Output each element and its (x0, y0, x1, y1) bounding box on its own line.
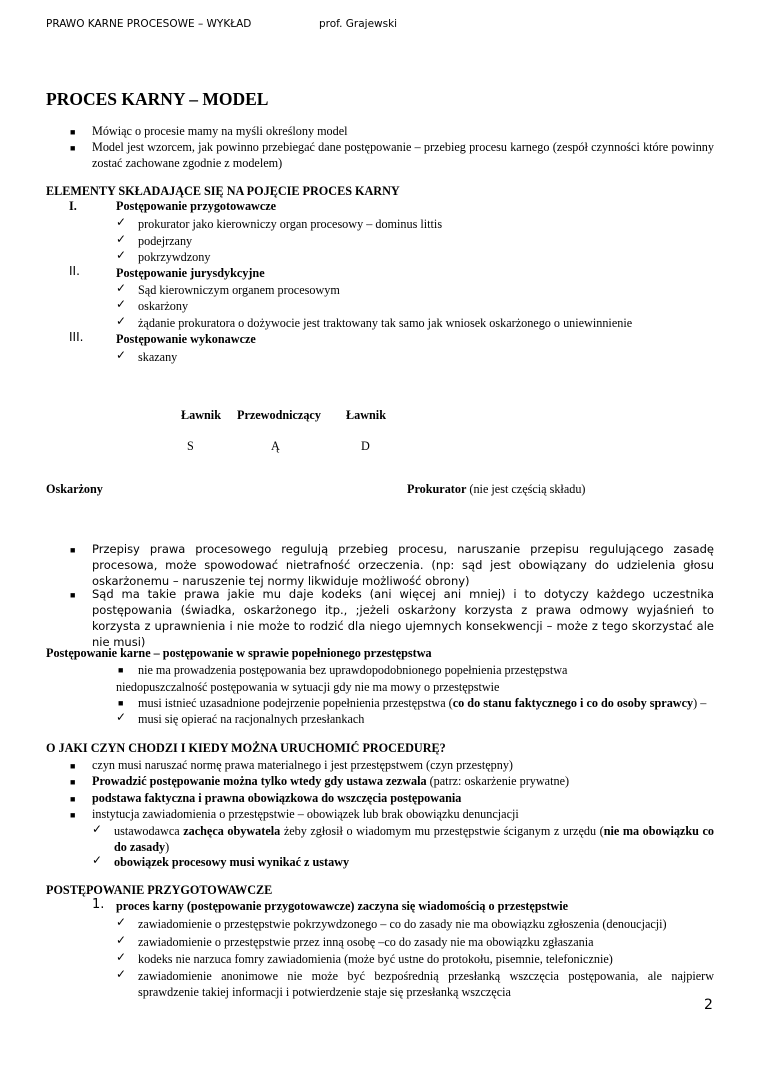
list-item: żądanie prokuratora o dożywocie jest traktowany tak samo jak wniosek oskarżonego o uniewinnienie (138, 316, 633, 330)
checkmark-icon: ✓ (116, 215, 127, 229)
list-item: skazany (138, 350, 178, 364)
page-title: PROCES KARNY – MODEL (46, 89, 269, 109)
court-prokurator (407, 481, 585, 497)
list-item: podstawa faktyczna i prawna obowiązkowa do wszczęcia postępowania (92, 791, 462, 805)
checkmark-icon: ✓ (116, 950, 127, 964)
text-segment-bold: nie ma obowiązku co do zasady (114, 824, 714, 854)
list-item (116, 662, 567, 678)
court-lawnik-right: Ławnik (346, 408, 386, 422)
checkmark-icon: ✓ (116, 348, 127, 362)
checkmark-icon: ✓ (92, 853, 103, 867)
checkmark-icon: ✓ (92, 822, 103, 836)
list-item: Sąd kierowniczym organem procesowym (138, 283, 340, 297)
subsection-title: Postępowanie przygotowawcze (116, 199, 277, 213)
text-segment: musi istnieć uzasadnione podejrzenie popełnienia przestępstwa ( (138, 696, 453, 710)
square-bullet-icon: ■ (70, 794, 76, 804)
checkmark-icon: ✓ (116, 297, 127, 311)
list-item: czyn musi naruszać normę prawa materialnego i jest przestępstwem (czyn przestępny) (92, 758, 513, 772)
prokurator-note: (nie jest częścią składu) (469, 482, 586, 496)
square-bullet-icon: ■ (118, 698, 124, 708)
court-letter-d: D (361, 439, 370, 453)
list-item: zawiadomienie o przestępstwie przez inną osobę –co do zasady nie ma obowiązku zgłaszania (138, 935, 594, 949)
checkmark-icon: ✓ (116, 314, 127, 328)
intro-item: Model jest wzorcem, jak powinno przebiegać dane postępowanie – przebieg procesu karnego (zespół czynności które powinny zostać zachowane zgodnie z modelem) (92, 140, 714, 170)
checkmark-icon: ✓ (116, 710, 127, 724)
list-item: instytucja zawiadomienia o przestępstwie – obowiązek lub brak obowiązku denuncjacji (92, 807, 519, 821)
square-bullet-icon: ■ (70, 777, 76, 787)
text-segment: ) (165, 840, 170, 854)
list-item-line: niedopuszczalność postępowania w sytuacji gdy nie ma mowy o przestępstwie (116, 680, 500, 694)
roman-numeral: I. (69, 199, 77, 213)
list-number: 1. (92, 897, 105, 912)
text-segment: (patrz: oskarżenie prywatne) (426, 774, 570, 788)
intro-item: Mówiąc o procesie mamy na myśli określony model (92, 124, 348, 138)
list-item: pokrzywdzony (138, 250, 211, 264)
text-segment: żeby zgłosił o wiadomym mu przestępstwie ściganym z urzędu ( (280, 824, 604, 838)
list-item: zawiadomienie anonimowe nie może być bezpośrednią przesłanką wszczęcia postępowania, ale najpierw sprawdzenie takiej informacji i potwierdzenie staje się przesłanką wszczęcia (138, 969, 714, 999)
list-item: prokurator jako kierowniczy organ procesowy – dominus littis (138, 217, 443, 231)
list-item: podejrzany (138, 234, 193, 248)
list-item: kodeks nie narzuca fomry zawiadomienia (może być ustne do protokołu, pisemnie, telefonicznie) (138, 952, 613, 966)
square-bullet-icon: ■ (70, 127, 76, 137)
square-bullet-icon: ■ (118, 665, 124, 675)
court-oskarzony: Oskarżony (46, 482, 103, 496)
list-item: oskarżony (138, 299, 189, 313)
court-letter-a: Ą (271, 439, 280, 453)
text-segment-bold: zachęca obywatela (183, 824, 281, 838)
checkmark-icon: ✓ (116, 915, 127, 929)
list-item: proces karny (postępowanie przygotowawcze) zaczyna się wiadomością o przestępstwie (116, 899, 568, 913)
doc-header-author: prof. Grajewski (319, 18, 398, 30)
square-bullet-icon: ■ (70, 545, 76, 555)
section-heading-elementy: ELEMENTY SKŁADAJĄCE SIĘ NA POJĘCIE PROCES KARNY (46, 184, 400, 198)
roman-numeral: II. (69, 264, 80, 278)
section-heading-przygotowawcze: POSTĘPOWANIE PRZYGOTOWAWCZE (46, 883, 273, 897)
przepisy-item: Sąd ma takie prawa jakie mu daje kodeks (ani więcej ani mniej) i to dotyczy każdego uczestnika postępowania (świadka, oskarżonego itp., ;jeżeli oskarżony korzysta z prawa odmowy wyjaśnień to korzysta z uprawnienia i nie może to rodzić dla niego ujemnych konsekwencji – może z tego skorzystać ale nie musi) (92, 587, 714, 649)
roman-numeral: III. (69, 330, 84, 344)
list-item: musi się opierać na racjonalnych przesłankach (138, 712, 365, 726)
list-item: obowiązek procesowy musi wynikać z ustawy (114, 855, 350, 869)
checkmark-icon: ✓ (116, 232, 127, 246)
list-item (92, 773, 569, 789)
square-bullet-icon: ■ (70, 590, 76, 600)
checkmark-icon: ✓ (116, 248, 127, 262)
text-segment-bold: Prowadzić postępowanie można tylko wtedy gdy ustawa zezwala (92, 774, 427, 788)
checkmark-icon: ✓ (116, 967, 127, 981)
list-item (114, 823, 714, 855)
text-segment-bold: co do stanu faktycznego i co do osoby sprawcy (452, 696, 694, 710)
checkmark-icon: ✓ (116, 281, 127, 295)
subsection-title: Postępowanie jurysdykcyjne (116, 266, 265, 280)
square-bullet-icon: ■ (70, 143, 76, 153)
doc-header-title: PRAWO KARNE PROCESOWE – WYKŁAD (46, 18, 252, 30)
section-heading-postepowanie-karne: Postępowanie karne – postępowanie w sprawie popełnionego przestępstwa (46, 646, 432, 660)
subsection-title: Postępowanie wykonawcze (116, 332, 256, 346)
square-bullet-icon: ■ (70, 810, 76, 820)
list-item (138, 695, 706, 711)
przepisy-item: Przepisy prawa procesowego regulują przebieg procesu, naruszanie przepisu regulującego zasadę procesowa, może spowodować nietrafność orzeczenia. (np: sąd jest obowiązany do udzielenia głosu oskarżonemu – naruszenie tej normy likwiduje możliwość obrony) (92, 542, 714, 588)
list-item-line: nie ma prowadzenia postępowania bez uprawdopodobnionego popełnienia przestępstwa (138, 663, 568, 677)
page-number: 2 (704, 997, 713, 1013)
court-lawnik-left: Ławnik (181, 408, 221, 422)
text-segment: ustawodawca (114, 824, 184, 838)
prokurator-label: Prokurator (407, 482, 467, 496)
court-przewodniczacy: Przewodniczący (237, 408, 321, 422)
checkmark-icon: ✓ (116, 933, 127, 947)
court-letter-s: S (187, 439, 194, 453)
list-item: zawiadomienie o przestępstwie pokrzywdzonego – co do zasady nie ma obowiązku zgłoszenia (denoucjacji) (138, 917, 667, 931)
square-bullet-icon: ■ (70, 761, 76, 771)
section-heading-o-jaki-czyn: O JAKI CZYN CHODZI I KIEDY MOŻNA URUCHOMIĆ PROCEDURĘ? (46, 741, 446, 755)
text-segment: ) – (693, 696, 707, 710)
